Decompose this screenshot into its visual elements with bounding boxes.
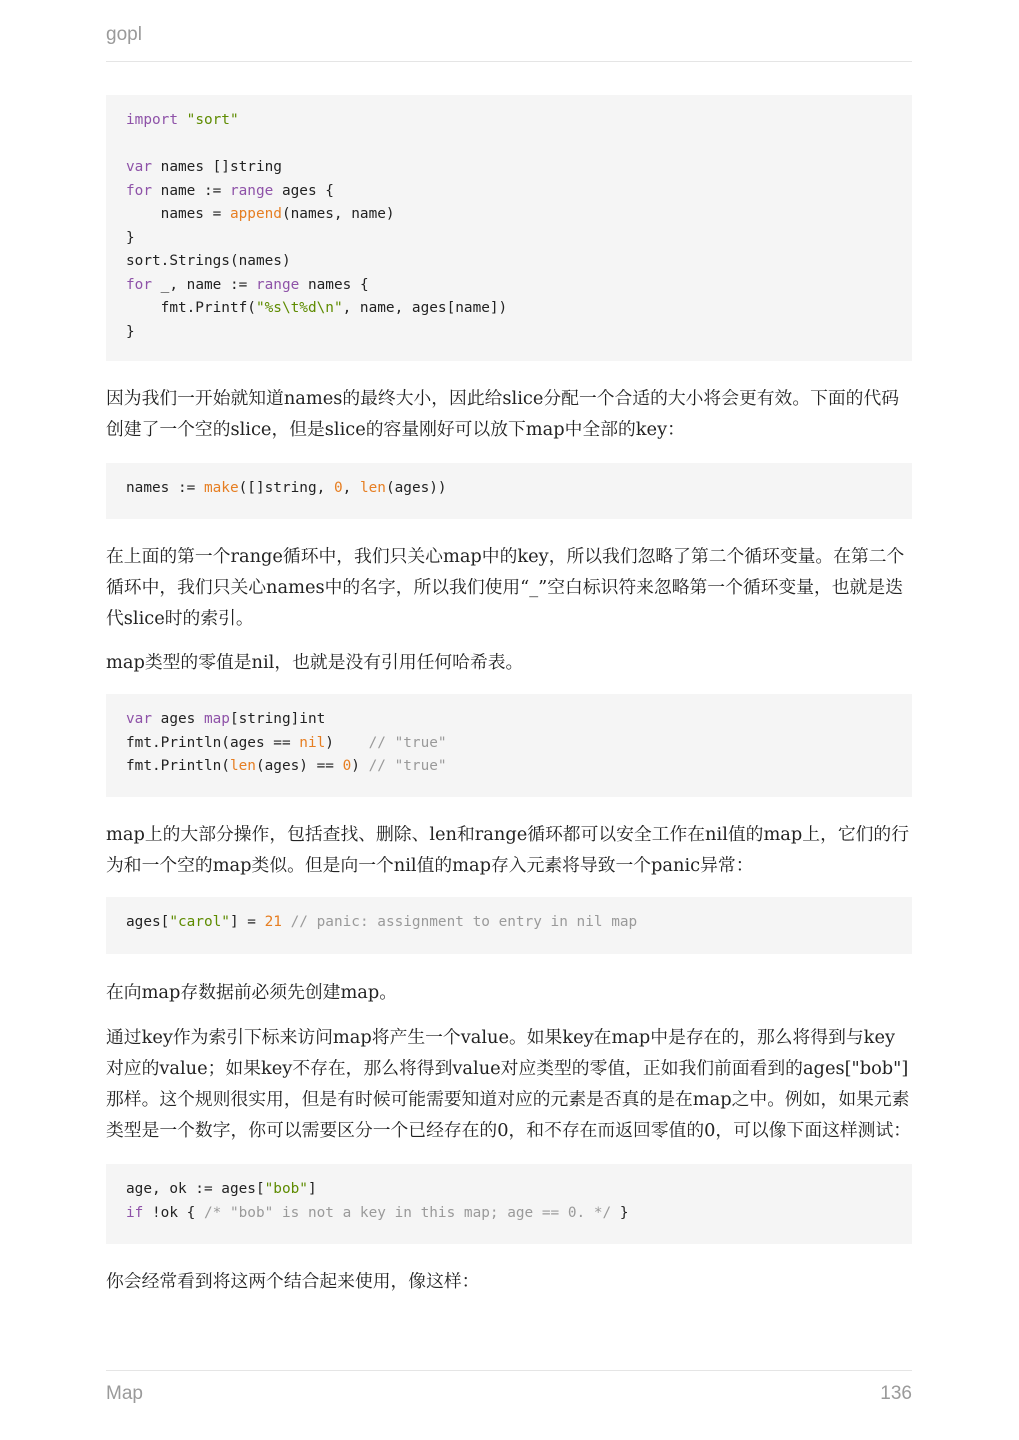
code-token: "carol" [169, 914, 230, 930]
code-token: // "true" [368, 758, 447, 774]
code-token: ] = [229, 914, 265, 930]
code-token: !ok { [143, 1204, 204, 1221]
code-token: 21 [264, 914, 282, 930]
code-token: names := [126, 480, 204, 496]
page-header [106, 24, 912, 62]
code-line [126, 711, 325, 727]
code-token: names []string [152, 159, 282, 175]
code-token: /* "bob" is not a key in this map; age == 0. */ [203, 1204, 612, 1221]
code-token: , name, ages[name]) [342, 300, 508, 316]
code-token: } [611, 1204, 629, 1221]
code-token: "bob" [264, 1181, 308, 1197]
code-token: ] [307, 1181, 317, 1197]
code-token: fmt.Println(ages == [126, 734, 300, 751]
code-block [106, 1164, 912, 1244]
code-line [126, 758, 447, 774]
code-token: fmt.Println( [126, 758, 230, 774]
code-token: ages[ [126, 914, 170, 930]
code-line [126, 183, 334, 199]
code-token: range [229, 182, 274, 199]
code-token: var [126, 159, 152, 175]
code-line [126, 230, 135, 246]
code-token: range [255, 276, 300, 293]
code-token: (names, name) [281, 206, 395, 222]
code-line [126, 159, 282, 175]
code-token: ([]string, [238, 480, 334, 496]
code-block [106, 95, 912, 361]
code-token: [string]int [229, 711, 326, 727]
code-line [126, 1205, 629, 1221]
code-token: sort.Strings(names) [126, 253, 291, 269]
code-token: len [229, 758, 256, 774]
paragraph: 在向map存数据前必须先创建map。 [106, 982, 398, 1003]
code-token: (ages)) [385, 480, 447, 496]
code-token: var [126, 711, 152, 727]
code-token: ) [351, 758, 369, 774]
code-line [126, 277, 369, 293]
book-title: gopl [106, 24, 142, 45]
code-token: 0 [333, 480, 343, 496]
code-token: for [126, 276, 152, 293]
code-block [106, 897, 912, 954]
code-token: 0 [342, 758, 352, 774]
code-token: fmt.Printf( [126, 300, 256, 316]
code-token: _, name := [152, 276, 256, 293]
code-line [126, 253, 291, 269]
code-token: ages { [273, 182, 334, 199]
code-block [106, 463, 912, 519]
code-token: , [342, 480, 360, 496]
code-token: make [203, 480, 239, 496]
code-line [126, 324, 135, 340]
code-token: // "true" [368, 734, 447, 751]
paragraph: 你会经常看到将这两个结合起来使用，像这样： [106, 1271, 480, 1292]
code-line [126, 1181, 317, 1197]
code-line [126, 300, 507, 316]
code-token: names { [299, 276, 369, 293]
paragraph: 通过key作为索引下标来访问map将产生一个value。如果key在map中是存在的，那么将得到与key对应的value；如果key不存在，那么将得到value对应类型的零值，正如我们前面看到的ages["bob"]那样。这个规则很实用，但是有时候可能需要知道对应的元素是否真的是在map之中。例如，如果元素类型是一个数字，你可以需要区分一个已经存在的0，和不存在而返回零值的0，可以像下面这样测试： [106, 1027, 912, 1141]
code-token: "sort" [186, 112, 239, 128]
code-token: names = [126, 206, 230, 222]
code-line [126, 480, 447, 496]
code-token: import [126, 112, 178, 128]
code-token: nil [299, 734, 326, 751]
code-token: append [229, 206, 282, 222]
code-token: if [126, 1204, 144, 1221]
code-token: } [126, 323, 135, 340]
code-token [178, 112, 187, 128]
paragraph: 在上面的第一个range循环中，我们只关心map中的key，所以我们忽略了第二个循环变量。在第二个循环中，我们只关心names中的名字，所以我们使用“_”空白标识符来忽略第一个循环变量，也就是迭代slice时的索引。 [106, 546, 905, 629]
code-line [126, 112, 239, 128]
section-name: Map [106, 1383, 143, 1404]
code-line [126, 914, 637, 930]
page-content [106, 95, 912, 1297]
paragraph: map上的大部分操作，包括查找、删除、len和range循环都可以安全工作在nil值的map上，它们的行为和一个空的map类似。但是向一个nil值的map存入元素将导致一个panic异常： [106, 824, 909, 876]
code-token: len [359, 480, 386, 496]
code-token: map [203, 711, 230, 727]
code-token: ) [325, 734, 369, 751]
code-block [106, 694, 912, 797]
code-token: "%s\t%d\n" [255, 300, 343, 316]
code-token [282, 914, 291, 930]
code-token: for [126, 182, 152, 199]
code-token: age, ok := ages[ [126, 1181, 265, 1197]
code-token: // panic: assignment to entry in nil map [290, 914, 638, 930]
code-token: } [126, 229, 135, 246]
code-line [126, 206, 395, 222]
code-line [126, 735, 447, 751]
paragraph: map类型的零值是nil，也就是没有引用任何哈希表。 [106, 652, 524, 673]
code-token: ages [152, 711, 204, 727]
paragraph: 因为我们一开始就知道names的最终大小，因此给slice分配一个合适的大小将会更有效。下面的代码创建了一个空的slice，但是slice的容量刚好可以放下map中全部的key： [106, 388, 900, 440]
code-token: name := [152, 182, 230, 199]
page-footer [106, 1370, 912, 1417]
page-number: 136 [880, 1383, 912, 1404]
code-token: (ages) == [255, 758, 343, 774]
